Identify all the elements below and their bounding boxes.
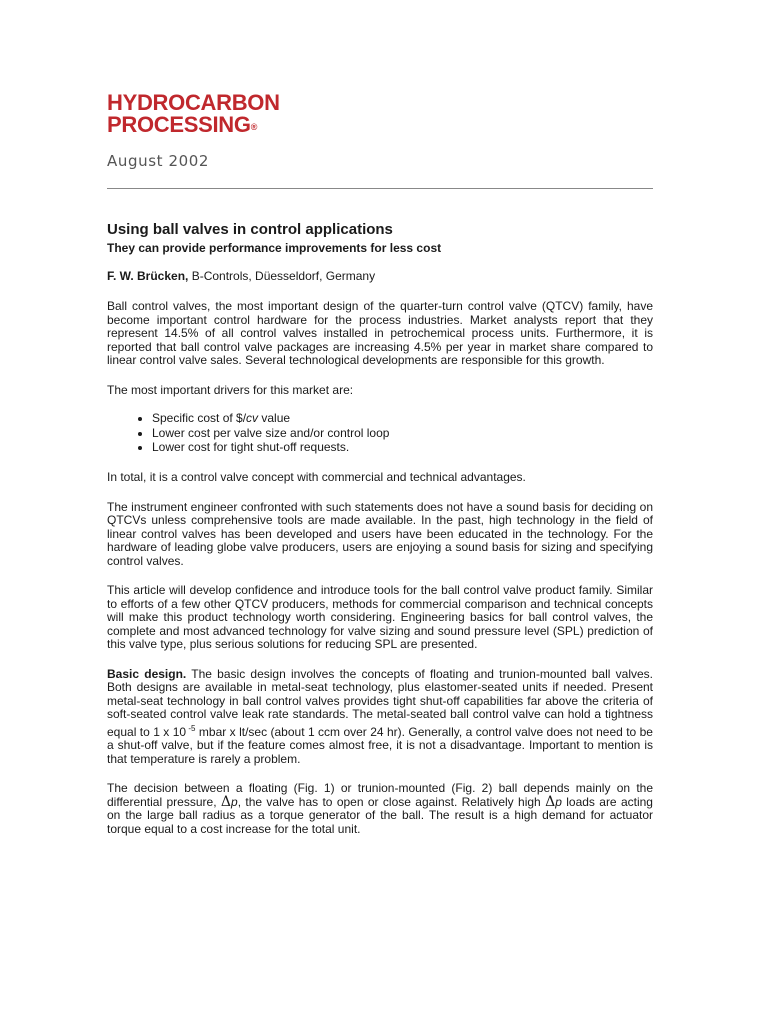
list-item: • Lower cost for tight shut-off requests. bbox=[152, 440, 653, 455]
exponent: -5 bbox=[186, 723, 196, 733]
author-name: F. W. Brücken, bbox=[107, 269, 189, 283]
basic-design-text-a: The basic design involves the concepts of floating and trunion-mounted ball valves. Both designs are available in metal-seat technology, plus elastomer-seated units if needed. Present metal-seat technology in ball control valves provides tight shut-off capabilities far above the criteria of soft-seated control valve leak rate standards. The metal-seated ball control valve can hold a tightness equal to 1 x 10 bbox=[107, 666, 653, 739]
decision-text-a: The decision between a floating (Fig. 1) or trunion-mounted (Fig. 2) ball depends mainly on the differential pressure, bbox=[107, 781, 653, 809]
decision-text-c: loads are acting on the large ball radius as a torque generator of the ball. The result is a high demand for actuator torque equal to a cost increase for the total unit. bbox=[107, 794, 653, 836]
delta-symbol: Δ bbox=[545, 793, 556, 810]
paragraph-drivers: The most important drivers for this market are: bbox=[107, 382, 354, 397]
paragraph-basic-design bbox=[107, 668, 653, 767]
list-item bbox=[152, 411, 653, 426]
decision-text-b: , the valve has to open or close against. Relatively high bbox=[237, 794, 546, 809]
header-divider bbox=[107, 188, 653, 189]
paragraph-engineer: The instrument engineer confronted with such statements does not have a sound basis for deciding on QTCVs unless comprehensive tools are made available. In the past, high technology in the field of linear control valves has been developed and users have been educated in the technology. For the hardware of leading globe valve producers, users are enjoying a sound basis for sizing and specifying control valves. bbox=[107, 499, 653, 568]
pressure-variable: p bbox=[555, 794, 562, 809]
basic-design-text-b: mbar x lt/sec (about 1 ccm over 24 hr). Generally, a control valve does not need to be a shut-off valve, but if the feature comes almost free, it is not a disadvantage. Important to mention is that temperature is rarely a problem. bbox=[107, 724, 653, 766]
bullet-1-em: cv bbox=[246, 411, 259, 425]
author-line bbox=[107, 269, 653, 283]
issue-date: August 2002 bbox=[107, 152, 210, 170]
logo-line-1: HYDROCARBON bbox=[107, 90, 280, 115]
article-subtitle: They can provide performance improvements for less cost bbox=[107, 241, 442, 255]
drivers-list bbox=[107, 411, 653, 455]
article-page bbox=[107, 92, 653, 836]
paragraph-decision bbox=[107, 782, 653, 836]
pressure-variable: p bbox=[231, 794, 238, 809]
paragraph-article-scope: This article will develop confidence and introduce tools for the ball control valve product family. Similar to efforts of a few other QTCV producers, methods for commercial comparison and technical concepts will make this product technology worth considering. Engineering basics for ball control valves, the complete and most advanced technology for valve sizing and sound pressure level (SPL) prediction of this valve type, plus serious solutions for reducing SPL are presented. bbox=[107, 583, 653, 652]
article-title: Using ball valves in control applications bbox=[107, 221, 393, 238]
bullet-1-post: value bbox=[258, 411, 291, 425]
logo-line-2-text: PROCESSING bbox=[107, 112, 251, 137]
author-affiliation: B-Controls, Düesseldorf, Germany bbox=[188, 269, 376, 283]
registered-mark: ® bbox=[250, 122, 258, 132]
publication-logo bbox=[107, 92, 653, 136]
section-lead-basic-design: Basic design. bbox=[107, 666, 187, 681]
bullet-1-pre: Specific cost of $/ bbox=[152, 411, 247, 425]
list-item: • Lower cost per valve size and/or control loop bbox=[152, 426, 653, 441]
logo-line-2 bbox=[107, 114, 653, 136]
paragraph-intro: Ball control valves, the most important design of the quarter-turn control valve (QTCV) family, have become important control hardware for the process industries. Market analysts report that they represent 14.5% of all control valves installed in petrochemical process units. Furthermore, it is reported that ball control valve packages are increasing 4.5% per year in market share compared to linear control valve sales. Several technological developments are responsible for this growth. bbox=[107, 299, 653, 367]
delta-symbol: Δ bbox=[220, 793, 231, 810]
paragraph-total: In total, it is a control valve concept with commercial and technical advantages. bbox=[107, 470, 526, 485]
